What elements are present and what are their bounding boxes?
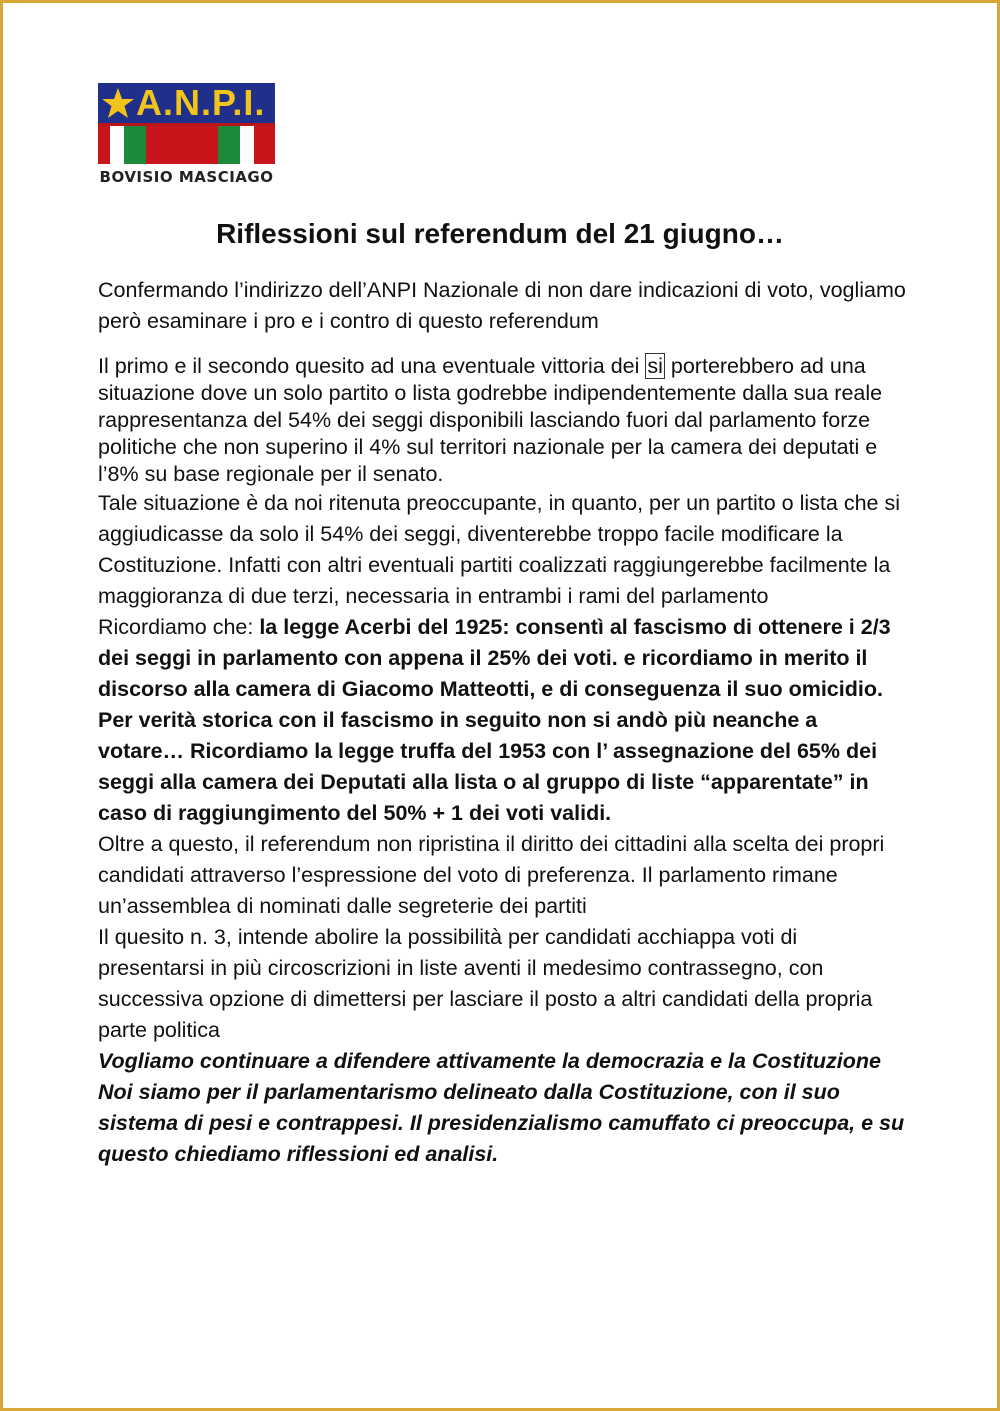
boxed-si: si: [647, 354, 663, 378]
star-icon: [100, 85, 136, 121]
document-body: [98, 275, 908, 1170]
p3-lead: Ricordiamo che:: [98, 615, 260, 639]
paragraph-parlamentarismo: Noi siamo per il parlamentarismo delineato dalla Costituzione, con il suo sistema di pesi e contrappesi. Il presidenzialismo camuffato ci preoccupa, e su questo chiediamo riflessioni ed analisi.: [98, 1080, 905, 1166]
paragraph-quesiti: [98, 353, 908, 488]
document-title: Riflessioni sul referendum del 21 giugno…: [216, 218, 784, 249]
paragraph-democrazia: Vogliamo continuare a difendere attivamente la democrazia e la Costituzione: [98, 1049, 881, 1073]
paragraph-quesito-3: Il quesito n. 3, intende abolire la possibilità per candidati acchiappa voti di presentarsi in più circoscrizioni in liste aventi il medesimo contrassegno, con successiva opzione di dimettersi per lasciare il posto a altri candidati della propria parte politica: [98, 925, 873, 1042]
anpi-logo: [98, 82, 275, 186]
p3-bold: la legge Acerbi del 1925: consentì al fascismo di ottenere i 2/3 dei seggi in parlamento con appena il 25% dei voti. e ricordiamo in merito il discorso alla camera di Giacomo Matteotti, e di conseguenza il suo omicidio. Per verità storica con il fascismo in seguito non si andò più neanche a votare… Ricordiamo la legge truffa del 1953 con l’ assegnazione del 65% dei seggi alla camera dei Deputati alla lista o al gruppo di liste “apparentate” in caso di raggiungimento del 50% + 1 dei voti validi.: [98, 615, 891, 825]
logo-flag-stripes: [98, 123, 275, 164]
logo-place: BOVISIO MASCIAGO: [99, 168, 274, 186]
logo-banner: [98, 83, 275, 123]
logo-brand: A.N.P.I.: [136, 82, 266, 123]
p1-before: Il primo e il secondo quesito ad una eventuale vittoria dei: [98, 354, 646, 378]
p1-after: porterebbero ad una situazione dove un solo partito o lista godrebbe indipendentemente dalla sua reale rappresentanza del 54% dei seggi disponibili lasciando fuori dal parlamento forze politiche che non superino il 4% sul territori nazionale per la camera dei deputati e l’8% su base regionale per il senato.: [98, 354, 883, 486]
intro-paragraph: Confermando l’indirizzo dell’ANPI Nazionale di non dare indicazioni di voto, vogliamo però esaminare i pro e i contro di questo referendum: [98, 278, 906, 333]
paragraph-preferenza: Oltre a questo, il referendum non ripristina il diritto dei cittadini alla scelta dei propri candidati attraverso l’espressione del voto di preferenza. Il parlamento rimane un’assemblea di nominati dalle segreterie dei partiti: [98, 832, 885, 918]
paragraph-ricordiamo: [98, 612, 908, 829]
paragraph-preoccupazione: Tale situazione è da noi ritenuta preoccupante, in quanto, per un partito o lista che si aggiudicasse da solo il 54% dei seggi, diventerebbe troppo facile modificare la Costituzione. Infatti con altri eventuali partiti coalizzati raggiungerebbe facilmente la maggioranza di due terzi, necessaria in entrambi i rami del parlamento: [98, 491, 900, 608]
